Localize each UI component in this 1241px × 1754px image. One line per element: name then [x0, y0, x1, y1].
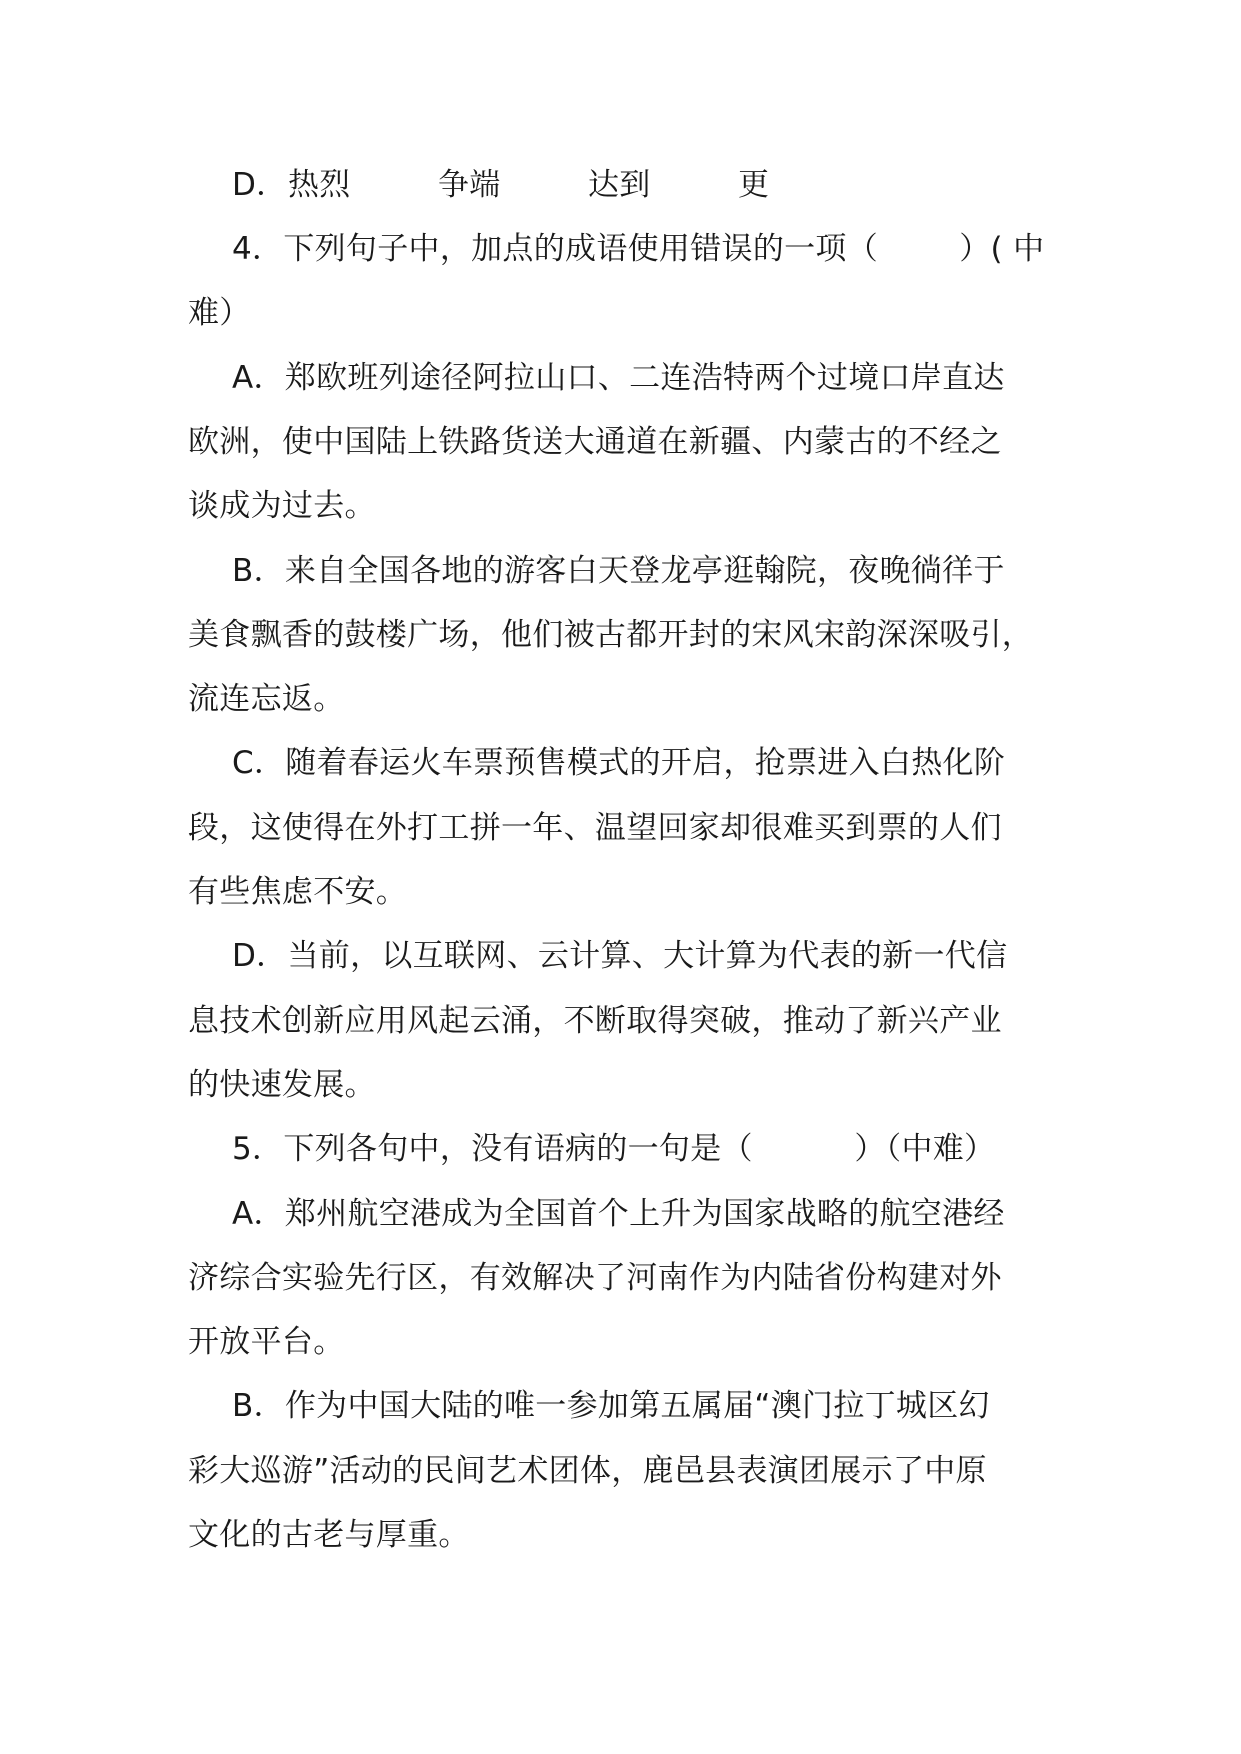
text-line: 谈成为过去。 [188, 488, 376, 524]
text-line: 开放平台。 [188, 1324, 345, 1360]
option-d-words-line [0, 165, 1241, 205]
text-line: 难） [188, 295, 251, 331]
option-d-word-1: 热烈 [288, 167, 351, 203]
text-line: B．来自全国各地的游客白天登龙亭逛翰院，夜晚徜徉于 [232, 553, 1005, 589]
text-line: A．郑欧班列途径阿拉山口、二连浩特两个过境口岸直达 [232, 360, 1005, 396]
option-d-prefix: D． [232, 167, 288, 203]
text-line: 流连忘返。 [188, 681, 345, 717]
text-line: B．作为中国大陆的唯一参加第五属届“澳门拉丁城区幻 [232, 1388, 990, 1424]
text-line: 有些焦虑不安。 [188, 874, 408, 910]
text-line: A．郑州航空港成为全国首个上升为国家战略的航空港经 [232, 1196, 1005, 1232]
text-line: 欧洲，使中国陆上铁路货送大通道在新疆、内蒙古的不经之 [188, 424, 1002, 460]
option-d-word-3: 达到 [588, 167, 651, 203]
text-line: C．随着春运火车票预售模式的开启，抢票进入白热化阶 [232, 745, 1006, 781]
text-line: 4．下列句子中，加点的成语使用错误的一项（ ）( 中 [232, 231, 1045, 267]
option-d-word-4: 更 [738, 167, 770, 203]
text-line: 文化的古老与厚重。 [188, 1517, 470, 1553]
text-line: D．当前，以互联网、云计算、大计算为代表的新一代信 [232, 938, 1008, 974]
option-d-word-2: 争端 [438, 167, 501, 203]
text-line: 息技术创新应用风起云涌，不断取得突破，推动了新兴产业 [188, 1003, 1002, 1039]
text-line: 段，这使得在外打工拼一年、温望回家却很难买到票的人们 [188, 810, 1002, 846]
text-line: 美食飘香的鼓楼广场，他们被古都开封的宋风宋韵深深吸引， [188, 617, 1034, 653]
text-line: 彩大巡游”活动的民间艺术团体，鹿邑县表演团展示了中原 [188, 1453, 987, 1489]
text-line: 的快速发展。 [188, 1067, 376, 1103]
text-line: 5．下列各句中，没有语病的一句是（ ）（中难） [232, 1131, 996, 1167]
text-line: 济综合实验先行区，有效解决了河南作为内陆省份构建对外 [188, 1260, 1002, 1296]
